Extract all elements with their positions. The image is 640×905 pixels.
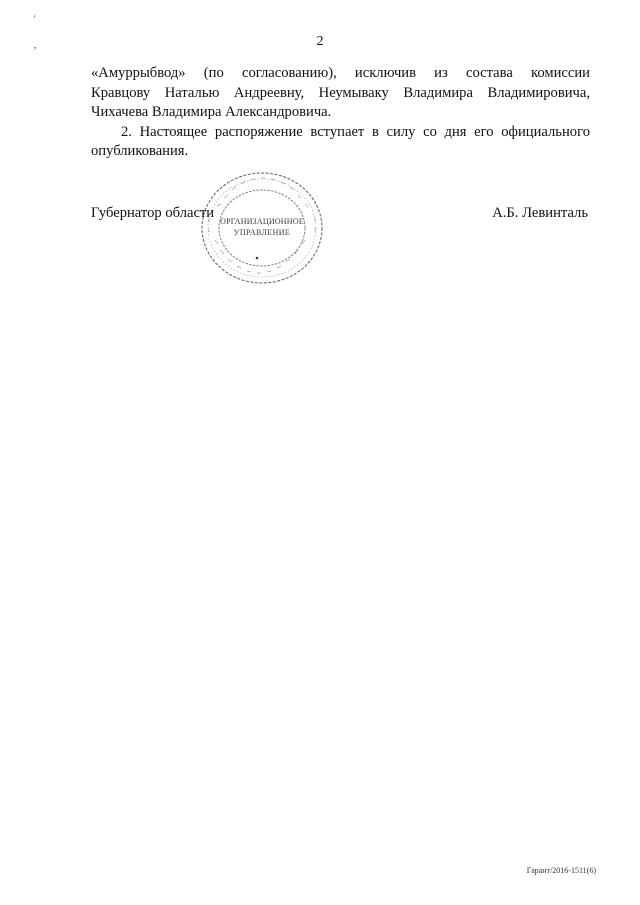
text-line: опубликования.: [91, 143, 189, 160]
page-number: 2: [316, 34, 324, 49]
scan-mark: ': [34, 14, 36, 24]
signer-title: Губернатор области: [91, 205, 215, 221]
text-line: «Амуррыбвод» (по согласованию), исключив из состава комиссии: [91, 65, 590, 81]
signer-name: А.Б. Левинталь: [492, 205, 588, 221]
text-line: Кравцову Наталью Андреевну, Неумываку Владимира Владимировича,: [91, 84, 590, 101]
text-line: 2. Настоящее распоряжение вступает в силу со дня его официального: [121, 123, 590, 140]
document-body: [91, 64, 590, 162]
seal-text: ОРГАНИЗАЦИОННОЕ: [220, 217, 304, 226]
scan-mark: ,: [34, 40, 37, 50]
paragraph-effective-date: [91, 123, 590, 162]
paragraph-continuation: [91, 64, 590, 123]
document-code: Гарант/2016-1511(6): [526, 866, 596, 875]
official-seal-stamp: [197, 168, 327, 288]
seal-text: УПРАВЛЕНИЕ: [233, 228, 291, 237]
text-line: Чихачева Владимира Александровича.: [91, 104, 332, 121]
